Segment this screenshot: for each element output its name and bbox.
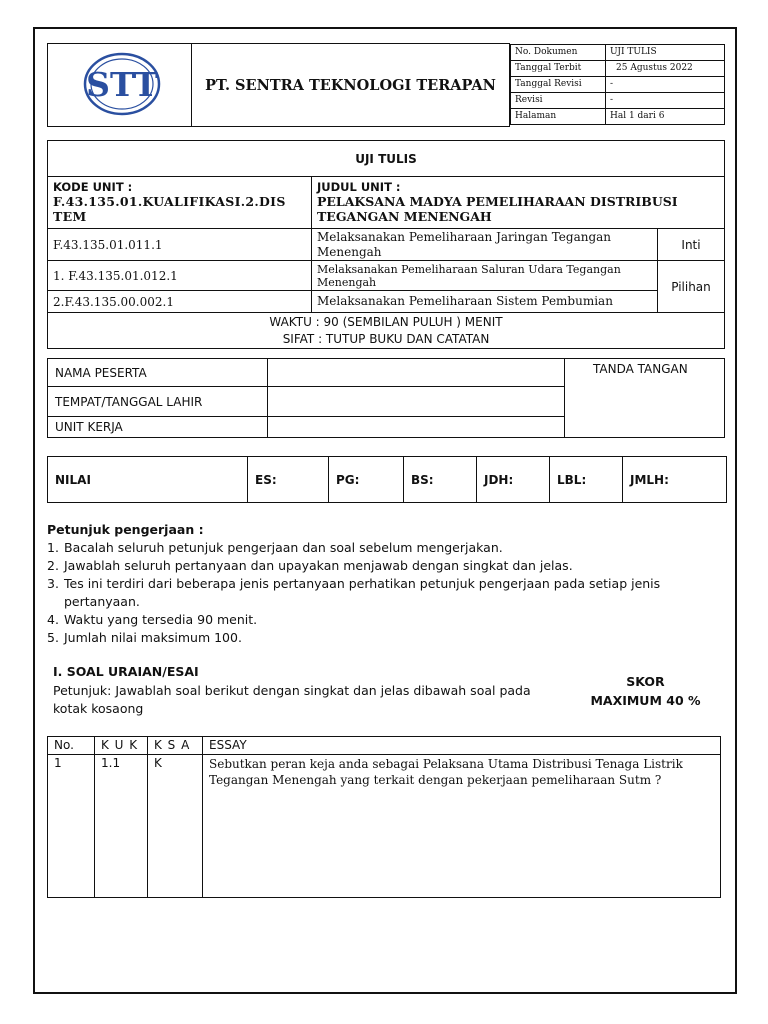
time-and-nature-cell <box>48 313 725 349</box>
instructions <box>47 521 707 647</box>
skor-box <box>578 672 713 710</box>
document-meta-table <box>510 44 725 125</box>
score-field-lbl[interactable]: LBL: <box>550 457 623 503</box>
unit-description: Melaksanakan Pemeliharaan Sistem Pembumian <box>312 291 658 313</box>
essay-header-ksa: K S A <box>148 737 203 755</box>
unit-kerja-label: UNIT KERJA <box>48 417 268 438</box>
instructions-title: Petunjuk pengerjaan : <box>47 522 204 537</box>
judul-unit-value: PELAKSANA MADYA PEMELIHARAAN DISTRIBUSI TEGANGAN MENENGAH <box>317 194 678 224</box>
instruction-text: Bacalah seluruh petunjuk pengerjaan dan soal sebelum mengerjakan. <box>64 540 503 555</box>
unit-table <box>47 140 725 349</box>
essay-question[interactable]: Sebutkan peran keja anda sebagai Pelaksana Utama Distribusi Tenaga Listrik Tegangan Menengah yang terkait dengan pekerjaan pemeliharaan Sutm ? <box>203 755 721 898</box>
instruction-number: 4. <box>47 612 59 627</box>
meta-value: UJI TULIS <box>606 44 725 60</box>
instruction-number: 2. <box>47 558 59 573</box>
score-field-jdh[interactable]: JDH: <box>477 457 550 503</box>
skor-label: SKOR <box>626 674 665 689</box>
instruction-number: 5. <box>47 630 59 645</box>
unit-kerja-field[interactable] <box>268 417 565 438</box>
participant-identity-table <box>47 358 725 438</box>
essay-table <box>47 736 721 898</box>
kode-unit-cell <box>48 177 312 229</box>
nama-peserta-field[interactable] <box>268 359 565 387</box>
essay-ksa: K <box>148 755 203 898</box>
sifat-text: SIFAT : TUTUP BUKU DAN CATATAN <box>282 331 490 346</box>
score-field-bs[interactable]: BS: <box>404 457 477 503</box>
score-field-es[interactable]: ES: <box>248 457 329 503</box>
unit-category: Pilihan <box>658 261 725 313</box>
meta-key: Revisi <box>511 92 606 108</box>
instruction-number: 1. <box>47 540 59 555</box>
meta-value: - <box>606 92 725 108</box>
meta-key: No. Dokumen <box>511 44 606 60</box>
company-name: PT. SENTRA TEKNOLOGI TERAPAN <box>192 44 510 127</box>
score-field-pg[interactable]: PG: <box>329 457 404 503</box>
essay-header-kuk: K U K <box>95 737 148 755</box>
document-header <box>47 43 725 127</box>
score-field-jmlh[interactable]: JMLH: <box>623 457 727 503</box>
waktu-text: WAKTU : 90 (SEMBILAN PULUH ) MENIT <box>269 314 503 329</box>
instructions-list <box>47 539 707 647</box>
meta-key: Tanggal Terbit <box>511 60 606 76</box>
instruction-text: Jumlah nilai maksimum 100. <box>64 630 242 645</box>
form-title: UJI TULIS <box>48 141 725 177</box>
instruction-item <box>47 575 707 611</box>
unit-code: 2.F.43.135.00.002.1 <box>48 291 312 313</box>
logo-lettering: STT <box>86 65 158 104</box>
meta-key: Tanggal Revisi <box>511 76 606 92</box>
company-logo-icon <box>48 44 190 122</box>
unit-description: Melaksanakan Pemeliharaan Jaringan Tegangan Menengah <box>312 229 658 261</box>
essay-no: 1 <box>48 755 95 898</box>
meta-key: Halaman <box>511 108 606 124</box>
instruction-item <box>47 629 707 647</box>
instruction-item <box>47 539 707 557</box>
kode-unit-label: KODE UNIT : <box>53 180 133 194</box>
meta-value: - <box>606 76 725 92</box>
section-title: I. SOAL URAIAN/ESAI <box>53 664 199 679</box>
instruction-item <box>47 611 707 629</box>
meta-value: Hal 1 dari 6 <box>606 108 725 124</box>
essay-header-essay: ESSAY <box>203 737 721 755</box>
instruction-number: 3. <box>47 576 59 591</box>
table-row <box>48 755 721 898</box>
kode-unit-value: F.43.135.01.KUALIFIKASI.2.DIS TEM <box>53 194 286 224</box>
unit-description: Melaksanakan Pemeliharaan Saluran Udara Tegangan Menengah <box>312 261 658 291</box>
nama-peserta-label: NAMA PESERTA <box>48 359 268 387</box>
skor-maximum: MAXIMUM 40 % <box>590 693 701 708</box>
essay-header-no: No. <box>48 737 95 755</box>
meta-value: 25 Agustus 2022 <box>606 60 725 76</box>
unit-code: 1. F.43.135.01.012.1 <box>48 261 312 291</box>
instruction-text: Tes ini terdiri dari beberapa jenis pertanyaan perhatikan petunjuk pengerjaan pada setiap jenis pertanyaan. <box>64 576 661 609</box>
meta-cell <box>510 44 726 127</box>
essay-kuk: 1.1 <box>95 755 148 898</box>
unit-category: Inti <box>658 229 725 261</box>
tempat-tanggal-lahir-field[interactable] <box>268 387 565 417</box>
tanda-tangan-box[interactable] <box>565 359 725 438</box>
section-note: Petunjuk: Jawablah soal berikut dengan singkat dan jelas dibawah soal pada kotak kosaong <box>53 683 531 716</box>
instruction-text: Jawablah seluruh pertanyaan dan upayakan menjawab dengan singkat dan jelas. <box>64 558 573 573</box>
instruction-item <box>47 557 707 575</box>
score-table <box>47 456 727 503</box>
judul-unit-cell <box>312 177 725 229</box>
tempat-tanggal-lahir-label: TEMPAT/TANGGAL LAHIR <box>48 387 268 417</box>
nilai-label: NILAI <box>48 457 248 503</box>
instruction-text: Waktu yang tersedia 90 menit. <box>64 612 258 627</box>
unit-code: F.43.135.01.011.1 <box>48 229 312 261</box>
tanda-tangan-label: TANDA TANGAN <box>593 362 688 376</box>
judul-unit-label: JUDUL UNIT : <box>317 180 401 194</box>
logo-cell <box>48 44 192 127</box>
